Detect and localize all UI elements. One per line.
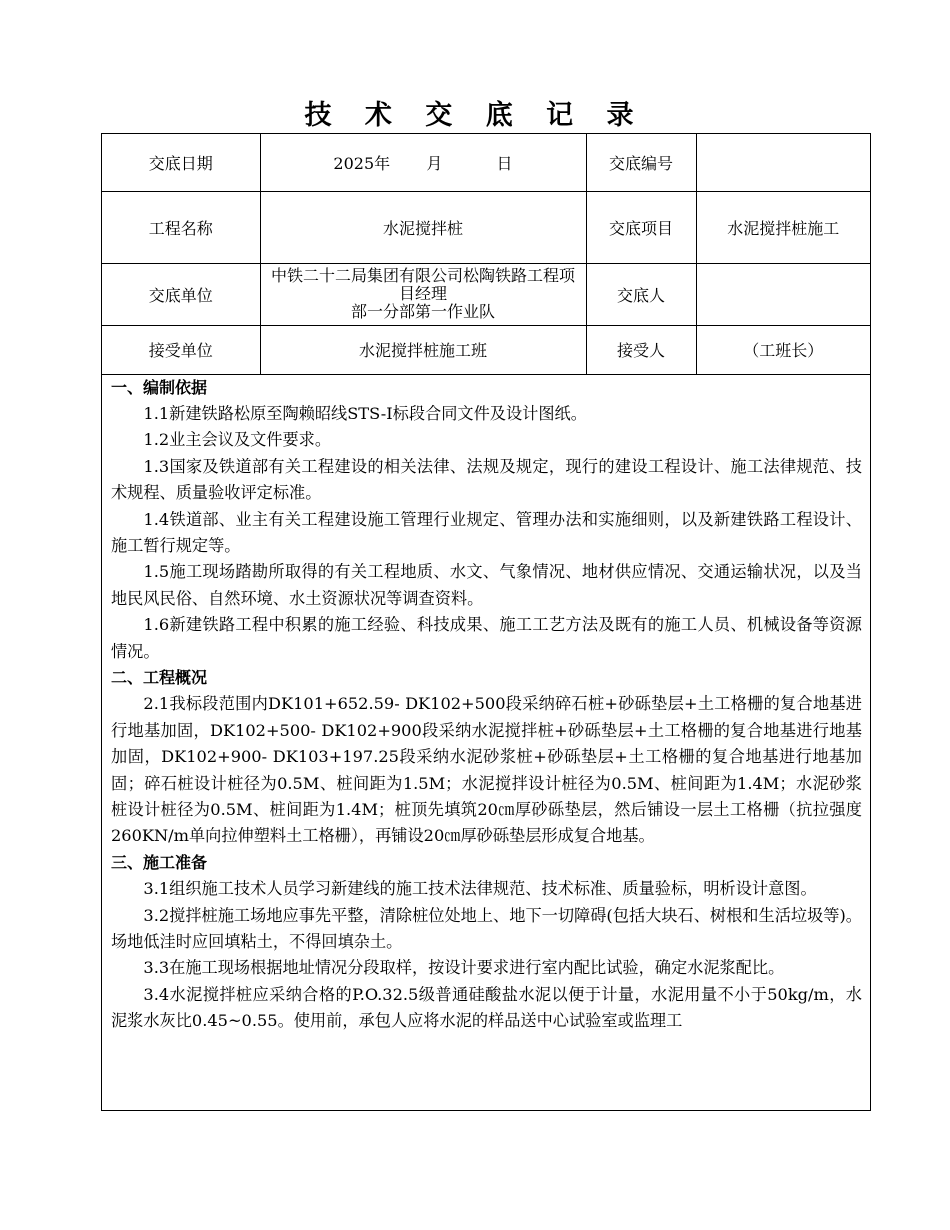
- header-row-project: [102, 191, 870, 263]
- value-date[interactable]: [260, 134, 586, 191]
- paragraph-2-1: 2.1我标段范围内DK101+652.59- DK102+500段采纳碎石桩+砂砾垫层+土工格栅的复合地基进行地基加固，DK102+500- DK102+900段采纳水泥搅拌桩+砂砾垫层+土工格栅的复合地基进行地基加固，DK102+900- DK103+197.25段采纳水泥砂浆桩+砂砾垫层+土工格栅的复合地基进行地基加固；碎石桩设计桩径为0.5M、桩间距为1.5M；水泥搅拌设计桩径为0.5M、桩间距为1.4M；水泥砂浆桩设计桩径为0.5M、桩间距为1.4M；桩顶先填筑20㎝厚砂砾垫层，然后铺设一层土工格栅（抗拉强度260KN/m单向拉伸塑料土工格栅），再铺设20㎝厚砂砾垫层形成复合地基。: [111, 694, 862, 846]
- value-project-name[interactable]: 水泥搅拌桩: [260, 191, 586, 263]
- value-briefing-item[interactable]: 水泥搅拌桩施工: [696, 191, 870, 263]
- section-heading-preparation: 三、施工准备: [111, 852, 208, 872]
- label-project-name: 工程名称: [102, 191, 260, 263]
- label-briefing-unit: 交底单位: [102, 263, 260, 325]
- paragraph-1-4: 1.4铁道部、业主有关工程建设施工管理行业规定、管理办法和实施细则，以及新建铁路工程设计、施工暂行规定等。: [111, 509, 862, 555]
- section-heading-basis: 一、编制依据: [111, 377, 208, 397]
- paragraph-3-1: 3.1组织施工技术人员学习新建线的施工技术法律规范、技术标准、质量验标，明析设计意图。: [143, 879, 817, 899]
- page-title: 技 术 交 底 记 录: [304, 100, 646, 131]
- briefing-content: [102, 375, 870, 1035]
- header-row-unit: [102, 263, 870, 325]
- label-briefing-item: 交底项目: [586, 191, 696, 263]
- paragraph-3-2: 3.2搅拌桩施工场地应事先平整，清除桩位处地上、地下一切障碍(包括大块石、树根和生活垃圾等)。场地低洼时应回填粘土，不得回填杂土。: [111, 905, 862, 952]
- label-receiver: 接受人: [586, 325, 696, 374]
- value-record-number[interactable]: [696, 134, 870, 191]
- section-heading-overview: 二、工程概况: [111, 667, 208, 687]
- paragraph-1-6: 1.6新建铁路工程中积累的施工经验、科技成果、施工工艺方法及既有的施工人员、机械设备等资源情况。: [111, 615, 862, 661]
- record-form: [101, 133, 871, 1111]
- date-day: 日: [496, 153, 513, 173]
- paragraph-1-3: 1.3国家及铁道部有关工程建设的相关法律、法规及规定，现行的建设工程设计、施工法律规范、技术规程、质量验收评定标准。: [111, 456, 862, 503]
- label-record-number: 交底编号: [586, 134, 696, 191]
- header-row-date: [102, 134, 870, 191]
- date-month: 月: [426, 153, 443, 173]
- header-row-receiver: [102, 325, 870, 374]
- date-year: 2025年: [333, 153, 391, 173]
- paragraph-1-1: 1.1新建铁路松原至陶赖昭线STS-I标段合同文件及设计图纸。: [143, 403, 587, 423]
- briefing-unit-line1: 中铁二十二局集团有限公司松陶铁路工程项目经理: [270, 266, 575, 303]
- paragraph-3-3: 3.3在施工现场根据地址情况分段取样，按设计要求进行室内配比试验，确定水泥浆配比。: [143, 958, 785, 978]
- value-receiving-unit[interactable]: 水泥搅拌桩施工班: [260, 325, 586, 374]
- label-briefer: 交底人: [586, 263, 696, 325]
- value-briefing-unit[interactable]: [260, 263, 586, 325]
- paragraph-1-5: 1.5施工现场踏勘所取得的有关工程地质、水文、气象情况、地材供应情况、交通运输状况，以及当地民风民俗、自然环境、水土资源状况等调查资料。: [111, 562, 862, 608]
- label-date: 交底日期: [102, 134, 260, 191]
- label-receiving-unit: 接受单位: [102, 325, 260, 374]
- value-briefer[interactable]: [696, 263, 870, 325]
- header-table: [102, 134, 870, 375]
- paragraph-3-4: 3.4水泥搅拌桩应采纳合格的P.O.32.5级普通硅酸盐水泥以便于计量，水泥用量不小于50kg/m，水泥浆水灰比0.45~0.55。使用前，承包人应将水泥的样品送中心试验室或监理工: [111, 984, 862, 1031]
- briefing-unit-line2: 部一分部第一作业队: [350, 302, 495, 321]
- value-receiver[interactable]: （工班长）: [696, 325, 870, 374]
- paragraph-1-2: 1.2业主会议及文件要求。: [143, 430, 332, 450]
